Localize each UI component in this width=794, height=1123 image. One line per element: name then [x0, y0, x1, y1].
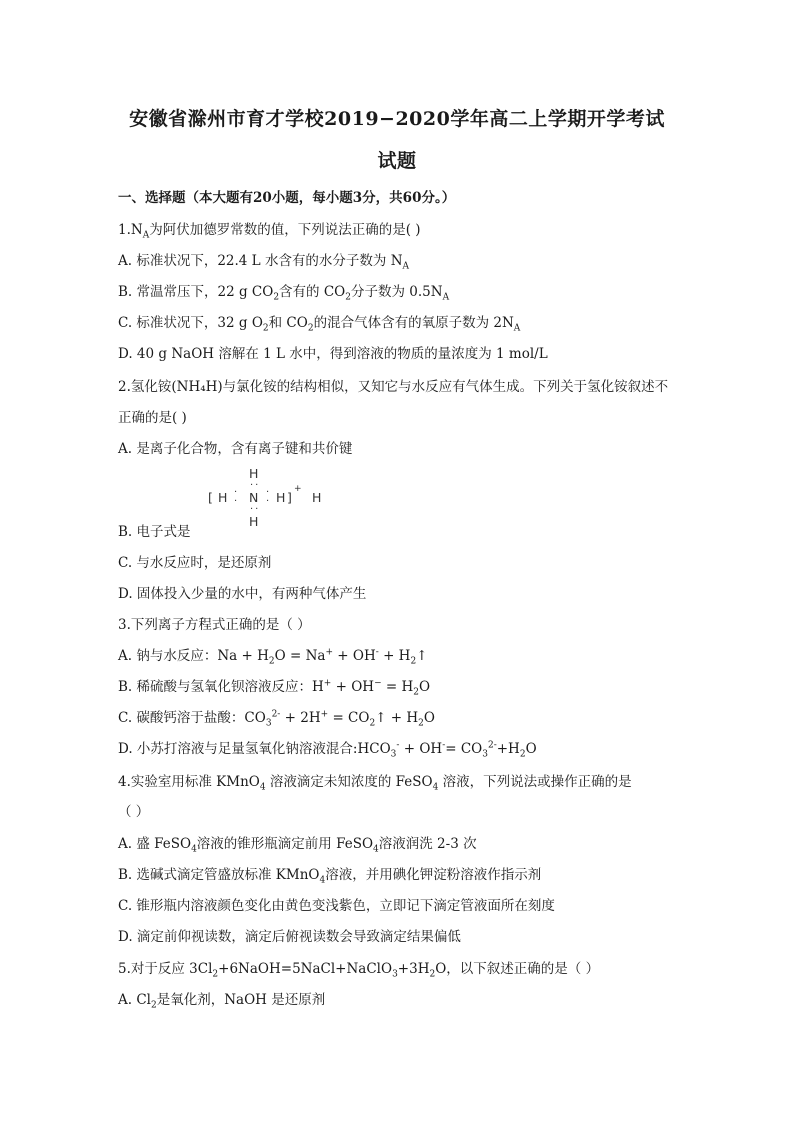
question-2-stem-line1: 2.氢化铵(NH₄H)与氯化铵的结构相似，又知它与水反应有气体生成。下列关于氢化铵叙述不: [118, 379, 669, 395]
question-4-option-a: A. 盛 FeSO$_4$溶液的锥形瓶滴定前用 FeSO$_4$溶液润洗 2-3 次: [118, 836, 477, 855]
question-1-option-a: A. 标准状况下，22.4 L 水含有的水分子数为 $N_A$: [118, 253, 410, 272]
question-1-stem: $1.N_A$为阿伏加德罗常数的值，下列说法正确的是( ): [118, 222, 421, 241]
question-1-option-b: B. 常温常压下，22 g $CO_2$含有的 $CO_2$分子数为 $0.5N_A$: [118, 284, 450, 303]
struct-bracket-close: ]: [287, 490, 292, 505]
question-2-option-c: C. 与水反应时，是还原剂: [118, 555, 272, 571]
question-1-option-c: C. 标准状况下，32 g $O_2$和 $CO_2$的混合气体含有的氧原子数为 $2N_A$: [118, 315, 521, 334]
struct-bracket-open: [: [208, 490, 213, 505]
exam-title-line2: 试题: [377, 150, 417, 172]
struct-n-center: N: [249, 490, 259, 505]
struct-charge: +: [294, 484, 302, 494]
question-3-option-b: B. 稀硫酸与氢氧化钡溶液反应：$H^+ + OH^- = H_2O$: [118, 678, 431, 698]
struct-h-bottom: H: [249, 514, 259, 529]
question-1-option-d: D. 40 g NaOH 溶解在 1 L 水中，得到溶液的物质的量浓度为 1 mol/L: [118, 346, 548, 362]
question-2-option-b: B. 电子式是: [118, 524, 191, 540]
struct-dots-top: · ·: [250, 480, 259, 491]
question-4-option-d: D. 滴定前仰视读数，滴定后俯视读数会导致滴定结果偏低: [118, 929, 461, 945]
question-4-stem-line1: 4.实验室用标准 KMnO$_4$ 溶液滴定未知浓度的 FeSO$_4$ 溶液，下列说法或操作正确的是: [118, 774, 632, 793]
struct-dots-left: · ·: [234, 487, 238, 507]
question-2-option-d: D. 固体投入少量的水中，有两种气体产生: [118, 586, 367, 602]
question-3-option-c: C. 碳酸钙溶于盐酸：$CO_3^{2-} + 2H^+$ = $CO_2↑ + H_2O$: [118, 709, 435, 729]
question-3-option-a: A. 钠与水反应：$Na + H_2O = Na^+ + OH^-$ + $H_2↑$: [118, 647, 428, 667]
struct-h-right: H: [276, 490, 286, 505]
struct-h-top: H: [249, 466, 259, 481]
section-heading: 一、选择题（本大题有20小题，每小题3分，共60分。）: [118, 190, 456, 206]
question-2-option-a: A. 是离子化合物，含有离子键和共价键: [118, 441, 353, 457]
exam-title-line1: 安徽省滁州市育才学校2019−2020学年高二上学期开学考试: [129, 108, 665, 130]
question-5-option-a: A. $Cl_2$是氧化剂，NaOH 是还原剂: [118, 992, 326, 1011]
question-3-stem: 3.下列离子方程式正确的是（ ）: [118, 617, 311, 633]
struct-dots-bottom: · ·: [250, 504, 259, 515]
question-4-option-b: B. 选碱式滴定管盛放标准 KMnO$_4$溶液，并用碘化钾淀粉溶液作指示剂: [118, 867, 542, 886]
struct-h-anion: H: [312, 490, 322, 505]
struct-h-left: H: [218, 490, 228, 505]
question-2-stem-line2: 正确的是( ): [118, 410, 187, 426]
question-4-option-c: C. 锥形瓶内溶液颜色变化由黄色变浅紫色，立即记下滴定管液面所在刻度: [118, 898, 555, 914]
electron-formula-diagram: [208, 466, 338, 532]
question-4-stem-line2: （ ）: [118, 804, 150, 820]
question-3-option-d: D. 小苏打溶液与足量氢氧化钠溶液混合$:HCO_3^- + OH^-= CO_3^{2-}+H_2O$: [118, 740, 537, 760]
question-5-stem: 5.对于反应 $3Cl_2+6NaOH=5NaCl+NaClO_3+3H_2O$，以下叙述正确的是（ ）: [118, 961, 600, 980]
struct-dots-right: · ·: [266, 487, 270, 507]
